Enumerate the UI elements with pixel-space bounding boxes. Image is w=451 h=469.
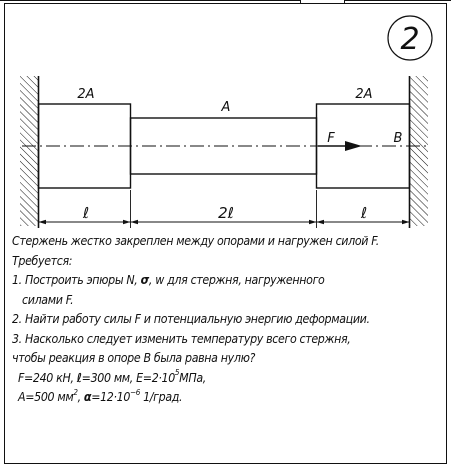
problem-line-1: Стержень жестко закреплен между опорами и нагружен силой F. <box>12 234 379 248</box>
alpha-symbol: α <box>83 390 92 404</box>
label-right-area: 2A <box>355 87 373 102</box>
problem-line-9 <box>12 388 442 408</box>
label-force: F <box>327 131 335 146</box>
task-1-text: 1. Построить эпюры N, <box>12 273 141 287</box>
area-value: A=500 мм <box>18 390 74 404</box>
length-modulus-value: =300 мм, E=2·10 <box>81 370 175 385</box>
alpha-value: =12·10 <box>91 390 131 404</box>
task-1-text-end: , w для стержня, нагруженного <box>148 273 325 287</box>
label-middle-area: A <box>221 100 231 115</box>
problem-line-3 <box>12 271 442 291</box>
area-exponent: 2 <box>73 387 78 397</box>
right-wall-support <box>410 76 429 228</box>
dim-left-length: ℓ <box>82 204 90 222</box>
label-point-b: B <box>393 131 403 146</box>
modulus-exponent: 5 <box>174 368 180 378</box>
left-wall-support <box>20 76 39 228</box>
sheet-number-badge <box>388 16 432 60</box>
dim-middle-length: 2ℓ <box>218 204 234 222</box>
problem-line-4: силами F. <box>22 292 74 307</box>
problem-line-7: чтобы реакция в опоре B была равна нулю? <box>12 351 256 365</box>
sigma-symbol: σ <box>140 273 149 287</box>
problem-line-2: Требуется: <box>12 253 73 268</box>
force-arrow <box>318 141 362 151</box>
dim-right-length: ℓ <box>360 204 368 222</box>
problem-line-5: 2. Найти работу силы F и потенциальную энергию деформации. <box>12 312 370 326</box>
problem-statement <box>12 232 442 408</box>
separator: , <box>77 390 84 404</box>
alpha-exponent: −6 <box>130 387 140 397</box>
sheet-number: 2 <box>400 22 420 57</box>
force-value: F=240 кН, <box>18 370 77 385</box>
length-symbol: ℓ <box>76 370 82 385</box>
modulus-unit: МПа, <box>179 370 206 385</box>
problem-line-6: 3. Насколько следует изменить температуру всего стержня, <box>12 331 351 346</box>
label-left-area: 2A <box>77 87 95 102</box>
problem-line-8 <box>12 369 442 389</box>
alpha-unit: 1/град. <box>139 390 183 404</box>
